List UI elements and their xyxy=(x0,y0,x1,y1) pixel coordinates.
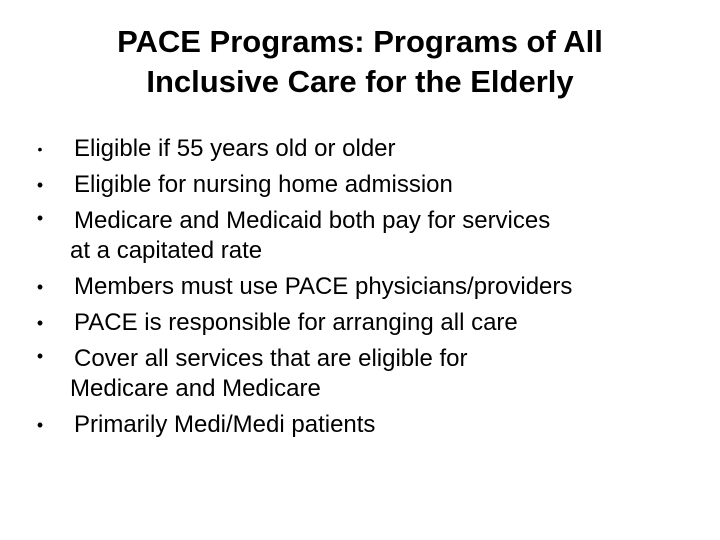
slide-title-line-1: PACE Programs: Programs of All xyxy=(117,24,603,59)
bullet-list xyxy=(30,131,690,443)
bullet-text: Members must use PACE physicians/providers xyxy=(74,273,573,300)
bullet-icon: • xyxy=(36,313,44,333)
bullet-icon: • xyxy=(36,208,44,228)
bullet-icon: • xyxy=(36,415,44,435)
list-item xyxy=(30,131,690,167)
bullet-text-continuation: Medicare and Medicare xyxy=(70,375,321,402)
slide-title xyxy=(40,22,680,102)
bullet-icon: • xyxy=(36,175,44,195)
bullet-text: Eligible for nursing home admission xyxy=(74,171,453,198)
list-item xyxy=(30,305,690,341)
list-item xyxy=(30,203,690,269)
bullet-text-continuation: at a capitated rate xyxy=(70,237,263,264)
bullet-text: Eligible if 55 years old or older xyxy=(74,135,396,162)
bullet-text: PACE is responsible for arranging all care xyxy=(74,309,518,336)
list-item xyxy=(30,167,690,203)
list-item xyxy=(30,407,690,443)
list-item xyxy=(30,269,690,305)
bullet-icon: • xyxy=(37,141,43,157)
bullet-icon: • xyxy=(36,346,44,366)
bullet-text: Primarily Medi/Medi patients xyxy=(74,411,376,438)
slide-title-line-2: Inclusive Care for the Elderly xyxy=(146,64,574,99)
list-item xyxy=(30,341,690,407)
bullet-text: Cover all services that are eligible for xyxy=(74,345,468,372)
bullet-text: Medicare and Medicaid both pay for services xyxy=(74,207,551,234)
bullet-icon: • xyxy=(36,277,44,297)
